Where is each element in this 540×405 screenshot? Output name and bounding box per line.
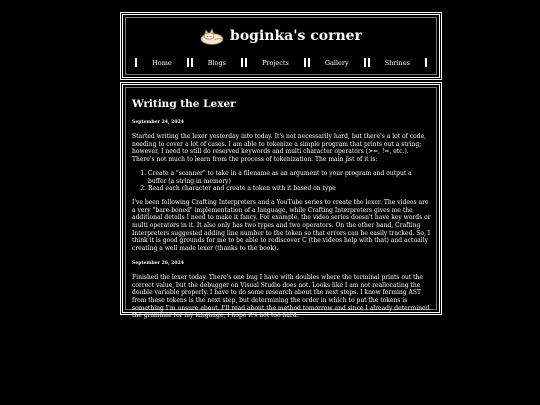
nav-home[interactable]: Home	[152, 58, 172, 67]
list-item: 1. Create a "scanner" to take in a filename as an argument to your program and output a buffer (a string in memory)	[148, 170, 431, 185]
post-content	[132, 98, 431, 326]
blog-post-panel	[120, 82, 442, 320]
main-nav	[123, 58, 439, 67]
nav-blogs[interactable]: Blogs	[207, 58, 226, 67]
list-item: 2. Read each character and create a token with it based on type	[148, 185, 431, 193]
post-title: Writing the Lexer	[132, 98, 236, 110]
nav-divider	[425, 58, 427, 67]
nav-projects[interactable]: Projects	[261, 58, 289, 67]
steps-list	[148, 170, 431, 193]
entry-date: September 26, 2024	[132, 260, 184, 266]
nav-shrines[interactable]: Shrines	[384, 58, 410, 67]
entry-paragraph: Started writing the lexer yesterday into today. It's not necessarily hard, but there's a lot of code, needing to cover a lot of cases. I am able to tokenize a simple program that prints out a string; however, I need to still do reserved keywords and multi character operators (>=, !=, etc.). There's not much to learn from the process of tokenization. The main jist of it is:	[132, 133, 427, 164]
site-header	[120, 12, 442, 80]
sleeping-cat-icon	[200, 27, 224, 45]
entry-paragraph: I've been following Crafting Interpreters and a YouTube series to create the lexer. The videos are a very "bare-boned" implementation of a language, while Crafting Interpreters gives me the additional details I need to make it fancy. For example, the video series doesn't have key words or multi operators in it. It also only has two types and two operators. On the other hand, Crafting Interpreters suggested adding line number to the token so that errors can be easily tracked. So, I think it is good grounds for me to be able to rediscover C (the videos help with that) and actually creating a well made lexer (thanks to the book).	[132, 198, 431, 253]
brand[interactable]	[123, 27, 439, 45]
site-title: boginka's corner	[230, 28, 362, 44]
entry-date: September 24, 2024	[132, 120, 184, 125]
entry-paragraph: Finished the lexer today. There's one bug I have with doubles where the terminal prints out the correct value, but the debugger on Visual Studio does not. Looks like I am not reallocating the double variable properly. I have to do some research about the next steps. I know forming AST from these tokens is the next step, but determining the order in which to put the tokens is something I'm unsure about. I'll read about the method tomorrow and since I already determined the grammar for my language, I hope it's not too hard.	[132, 273, 430, 320]
nav-gallery[interactable]: Gallery	[324, 58, 349, 67]
